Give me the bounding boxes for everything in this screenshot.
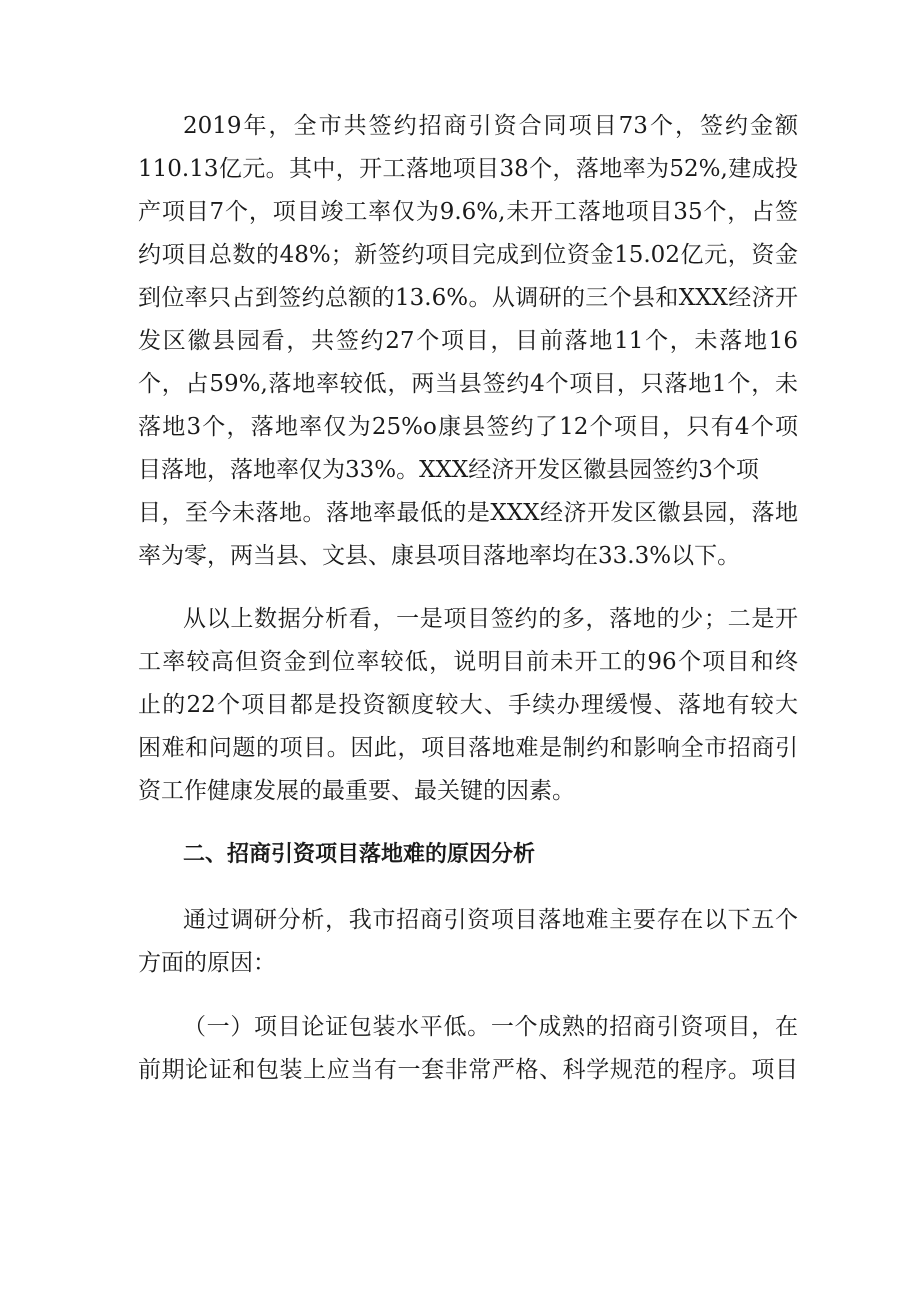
paragraph-4-line-1: （一）项目论证包装水平低。一个成熟的招商引资项目，在 [183, 1014, 798, 1040]
paragraph-2-line-2: 工率较高但资金到位率较低，说明目前未开工的96个项目和终 [138, 649, 798, 675]
paragraph-1-line-1: 2019年，全市共签约招商引资合同项目73个，签约金额 [183, 113, 798, 139]
paragraph-3-line-2: 方面的原因： [138, 950, 276, 976]
section-heading: 二、招商引资项目落地难的原因分析 [183, 842, 536, 867]
paragraph-2-line-3: 止的22个项目都是投资额度较大、手续办理缓慢、落地有较大 [138, 692, 798, 718]
paragraph-1-line-10: 目，至今未落地。落地率最低的是XXX经济开发区徽县园，落地 [138, 500, 798, 526]
paragraph-1-line-3: 产项目7个，项目竣工率仅为9.6%,未开工落地项目35个，占签 [138, 199, 798, 225]
paragraph-2-line-1: 从以上数据分析看，一是项目签约的多，落地的少；二是开 [183, 606, 798, 632]
paragraph-1-line-4: 约项目总数的48%；新签约项目完成到位资金15.02亿元，资金 [138, 242, 798, 268]
paragraph-1-line-8: 落地3个，落地率仅为25%o康县签约了12个项目，只有4个项 [138, 414, 798, 440]
paragraph-1-line-11: 率为零，两当县、文县、康县项目落地率均在33.3%以下。 [138, 543, 741, 569]
paragraph-2-line-5: 资工作健康发展的最重要、最关键的因素。 [138, 778, 575, 804]
paragraph-1-line-2: 110.13亿元。其中，开工落地项目38个，落地率为52%,建成投 [138, 156, 798, 182]
paragraph-3-line-1: 通过调研分析，我市招商引资项目落地难主要存在以下五个 [183, 907, 798, 933]
paragraph-4-line-2: 前期论证和包装上应当有一套非常严格、科学规范的程序。项目 [138, 1057, 798, 1083]
paragraph-1-line-7: 个，占59%,落地率较低，两当县签约4个项目，只落地1个，未 [138, 371, 798, 397]
paragraph-1-line-6: 发区徽县园看，共签约27个项目，目前落地11个，未落地16 [138, 328, 798, 354]
paragraph-1-line-5: 到位率只占到签约总额的13.6%。从调研的三个县和XXX经济开 [138, 285, 798, 311]
paragraph-2-line-4: 困难和问题的项目。因此，项目落地难是制约和影响全市招商引 [138, 735, 798, 761]
paragraph-1-line-9: 目落地，落地率仅为33%。XXX经济开发区徽县园签约3个项 [138, 457, 759, 483]
